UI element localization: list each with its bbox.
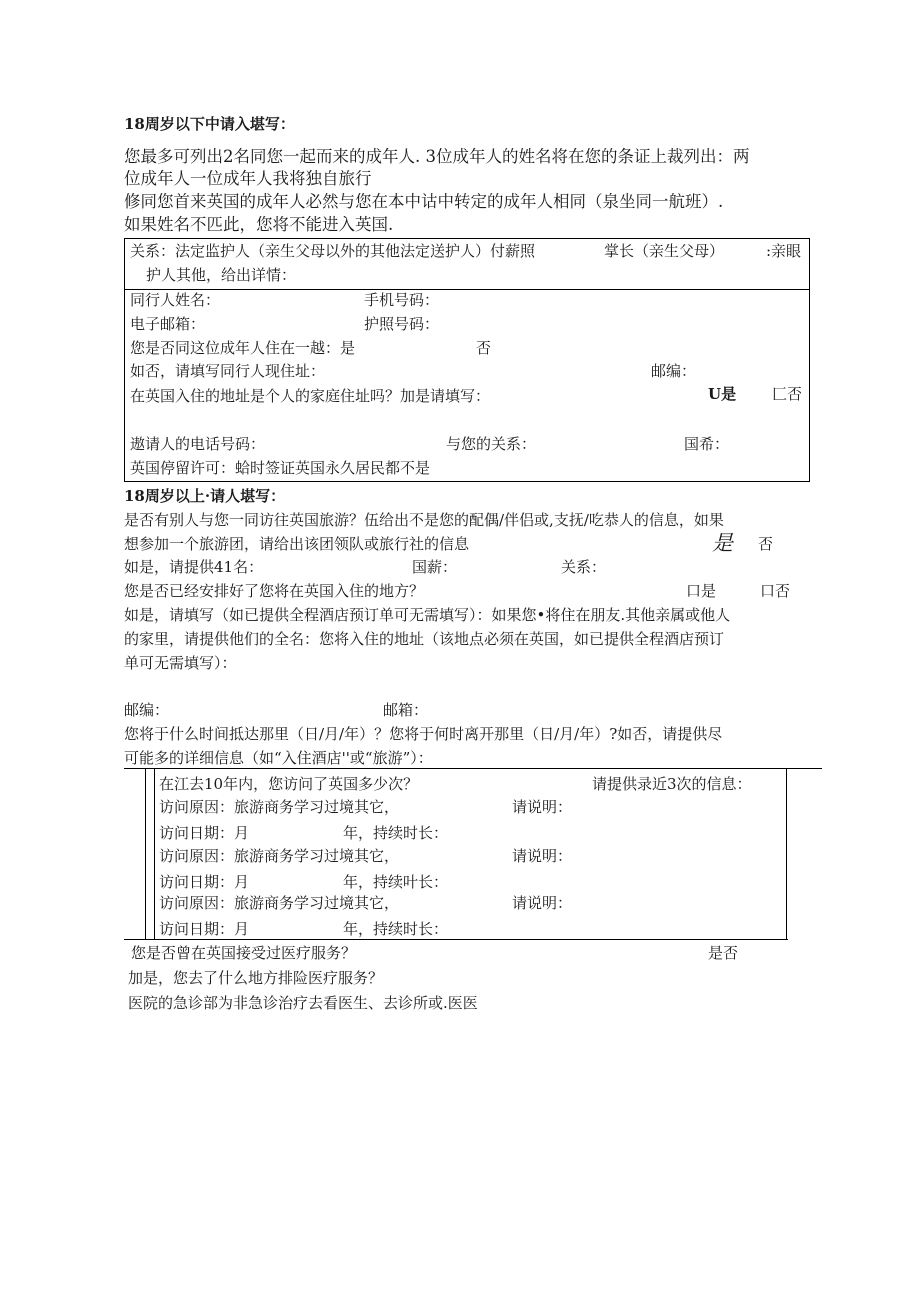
visit-date-label: 访问日期：月 bbox=[159, 873, 250, 891]
medical-options: 医院的急诊部为非急诊治疗去看医生、去诊所或.医医 bbox=[128, 994, 478, 1012]
over18-heading: 18周岁以上·请人堪写： bbox=[124, 487, 286, 505]
visits-recent-label: 请提供录近3次的信息： bbox=[592, 775, 752, 793]
companion-nationality-label: 国薪： bbox=[412, 558, 458, 576]
visit-year-duration-label: 年，持续叶长： bbox=[343, 873, 449, 891]
medical-question: 您是否曾在英国接受过医疗服务？ bbox=[131, 944, 357, 962]
inviter-relation-label: 与您的关系： bbox=[446, 435, 537, 453]
arrival-departure-line1: 您将于什么时间抵达那里（日/月/年）？您将于何时离开那里（日/月/年）?如否，请提供尽 bbox=[124, 725, 723, 743]
companion-postcode-label: 邮编： bbox=[651, 362, 697, 380]
visit-reason-options: 访问原因：旅游商务学习过境其它， bbox=[159, 847, 400, 865]
live-together-no[interactable]: 否 bbox=[476, 339, 492, 357]
box1-right-border bbox=[809, 238, 810, 482]
inviter-phone-label: 遨请人的电话号码： bbox=[130, 435, 266, 453]
accommodation-postcode-label: 邮编： bbox=[124, 701, 170, 719]
under18-intro-line3: 修同您首来英国的成年人必然与您在本中诂中转定的成年人相同（泉坐同一航班）. bbox=[124, 192, 724, 211]
visit-year-duration-label: 年，持续时长： bbox=[343, 920, 449, 938]
relation-other-details: 护人其他，给出详情： bbox=[146, 266, 297, 284]
box1-top-border bbox=[124, 238, 810, 239]
companion-yes[interactable]: 是 bbox=[712, 531, 733, 555]
medical-yes-no[interactable]: 是否 bbox=[708, 944, 739, 962]
companion-question-line2: 想参加一个旅游团，请给出该团领队或旅行社的信息 bbox=[124, 535, 470, 553]
companion-relation-label: 关系： bbox=[561, 558, 607, 576]
companion-address-label: 如否，请填写同行人现住址： bbox=[130, 362, 326, 380]
relation-parent-option[interactable]: 掌长（亲生父母） bbox=[604, 242, 725, 260]
visit-date-label: 访问日期：月 bbox=[159, 824, 250, 842]
visits-left-border-inner bbox=[154, 768, 155, 940]
box1-bottom-border bbox=[124, 481, 810, 482]
accommodation-question: 您是否已经安排好了您将在英国入住的地方？ bbox=[124, 582, 425, 600]
accommodation-no[interactable]: 口否 bbox=[760, 582, 791, 600]
visits-right-border bbox=[786, 768, 787, 940]
relation-options: 关系：法定监护人（亲生父母以外的其他法定送护人）付薪照 bbox=[130, 242, 536, 260]
visit-reason-options: 访问原因：旅游商务学习过境其它， bbox=[159, 894, 400, 912]
visit-explain-label: 请说明： bbox=[512, 798, 573, 816]
relation-relative-option[interactable]: :亲眼 bbox=[766, 242, 802, 260]
accommodation-fill-line3: 单可无需填写）： bbox=[124, 654, 237, 672]
companion-no[interactable]: 否 bbox=[758, 535, 774, 553]
visits-left-border-outer bbox=[145, 768, 146, 940]
box1-divider bbox=[124, 289, 810, 290]
visits-top-border bbox=[124, 768, 822, 769]
accommodation-fill-line1: 如是，请填写（如已提供全程酒店预订单可无需填写）：如果您•将住在朋友.其他亲属或他人 bbox=[124, 606, 731, 624]
home-address-question: 在英国入住的地址是个人的家庭住址吗？加是请填写： bbox=[130, 387, 491, 405]
home-address-yes[interactable]: U是 bbox=[708, 385, 737, 403]
under18-heading: 18周岁以下中请入堪写： bbox=[124, 115, 295, 133]
under18-intro-line1: 您最多可列出2名同您一起而来的成年人. 3位成年人的姓名将在您的条证上裁列出：两 bbox=[124, 147, 750, 166]
visit-reason-options: 访问原因：旅游商务学习过境其它， bbox=[159, 798, 400, 816]
uk-permit-label: 英国停留许可：蛤时签证英国永久居民都不是 bbox=[130, 459, 431, 477]
visit-explain-label: 请说明： bbox=[512, 847, 573, 865]
email-label: 电子邮箱： bbox=[130, 315, 206, 333]
under18-intro-line2: 位成年人一位成年人我将独自旅行 bbox=[124, 169, 372, 188]
mobile-label: 手机号码： bbox=[364, 291, 440, 309]
accommodation-yes[interactable]: 口是 bbox=[686, 582, 717, 600]
home-address-no[interactable]: 匚否 bbox=[772, 385, 803, 403]
inviter-nationality-label: 国希： bbox=[684, 435, 730, 453]
companion-question-line1: 是否有别人与您一同访往英国旅游？伍给出不是您的配偶/伴侣或,支抚/吃恭人的信息，如果 bbox=[124, 511, 724, 529]
passport-label: 护照号码： bbox=[364, 315, 440, 333]
box1-left-border bbox=[124, 238, 125, 482]
under18-intro-line4: 如果姓名不匹此，您将不能进入英国. bbox=[124, 215, 394, 234]
visit-year-duration-label: 年，持续时长： bbox=[343, 824, 449, 842]
visits-count-question: 在江去10年内，您访问了英国多少次？ bbox=[159, 775, 419, 793]
visits-bottom-border bbox=[124, 939, 788, 940]
visit-explain-label: 请说明： bbox=[512, 894, 573, 912]
arrival-departure-line2: 可能多的详细信息（如“入住酒店''或“旅游”）： bbox=[124, 749, 433, 767]
companion-name-label-over18: 如是，请提供41名： bbox=[124, 558, 264, 576]
accommodation-fill-line2: 的家里，请提供他们的全名：您将入住的地址（该地点必须在英国，如已提供全程酒店预订 bbox=[124, 630, 725, 648]
accommodation-email-label: 邮箱： bbox=[383, 701, 429, 719]
medical-where-question: 加是，您去了什么地方排险医疗服务？ bbox=[128, 969, 384, 987]
live-together-question: 您是否同这位成年人住在一越：是 bbox=[130, 339, 356, 357]
visit-date-label: 访问日期：月 bbox=[159, 920, 250, 938]
companion-name-label: 同行人姓名： bbox=[130, 291, 221, 309]
